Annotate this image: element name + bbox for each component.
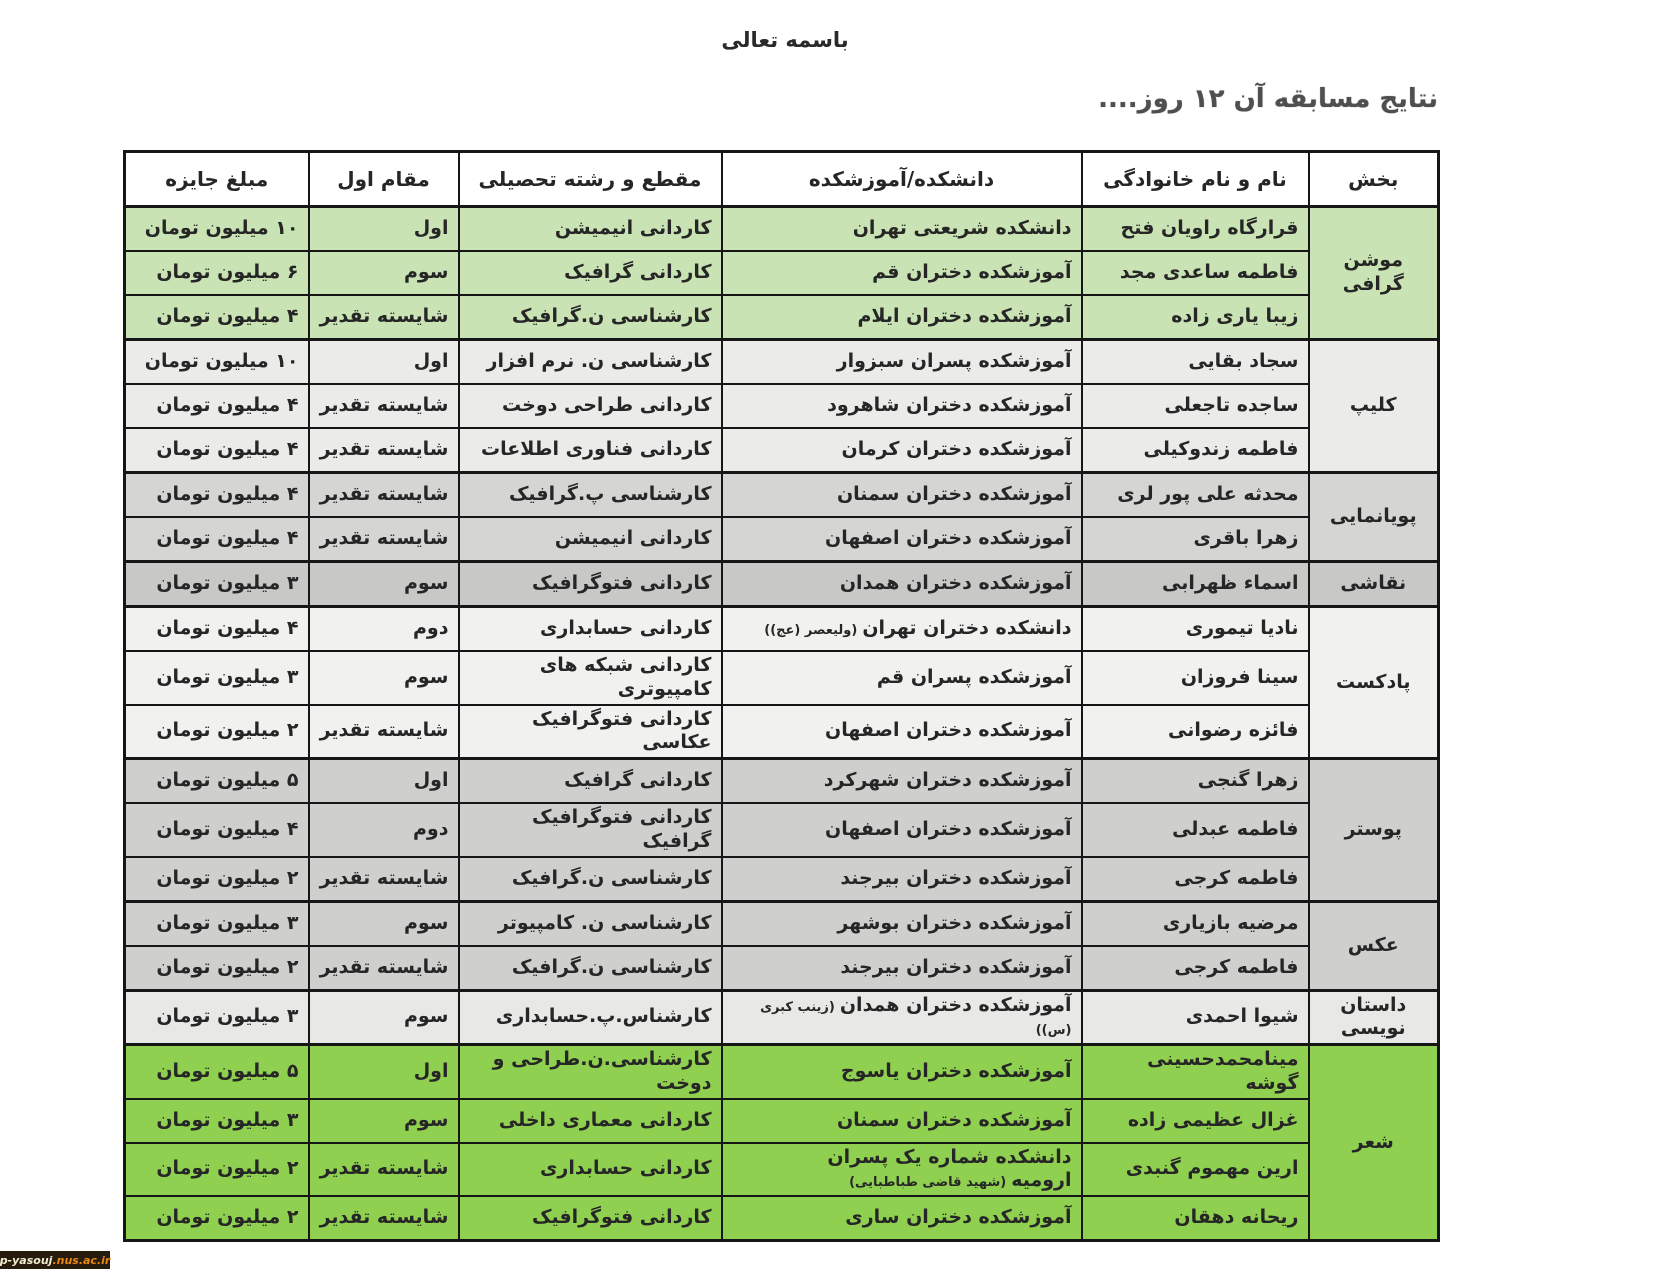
name-cell [1082, 1045, 1309, 1099]
name-cell-text: محدثه علی پور لری [1117, 483, 1299, 506]
prize-cell-text: ۴ میلیون تومان [156, 817, 299, 840]
results-table [123, 150, 1440, 1242]
faculty-cell [722, 207, 1082, 252]
degree-cell [459, 759, 722, 804]
name-cell-text: قرارگاه راویان فتح [1120, 217, 1299, 240]
name-cell-text: فاطمه ساعدی مجد [1119, 261, 1299, 284]
faculty-cell [722, 562, 1082, 607]
rank-cell-text: سوم [403, 1005, 449, 1028]
degree-cell [459, 473, 722, 518]
rank-cell-text: اول [413, 217, 449, 240]
name-cell-text: شیوا احمدی [1185, 1005, 1299, 1028]
degree-cell-text: کاردانی فناوری اطلاعات [480, 438, 712, 461]
rank-cell [309, 946, 459, 991]
rank-cell [309, 857, 459, 902]
faculty-cell-text: آموزشکده دختران بیرجند [840, 955, 1072, 978]
faculty-cell [722, 517, 1082, 562]
degree-cell [459, 857, 722, 902]
rank-cell [309, 651, 459, 705]
table-row [125, 1196, 1439, 1241]
prize-cell-text: ۲ میلیون تومان [156, 719, 299, 742]
faculty-cell-text: آموزشکده دختران ایلام [857, 305, 1072, 328]
degree-cell [459, 651, 722, 705]
prize-cell-text: ۴ میلیون تومان [156, 617, 299, 640]
name-cell [1082, 946, 1309, 991]
section-label: شعر [1309, 1045, 1439, 1241]
degree-cell [459, 607, 722, 652]
watermark-prefix: p-yasouj [0, 1253, 53, 1267]
degree-cell [459, 1045, 722, 1099]
degree-cell-text: کاردانی فتوگرافیک عکاسی [532, 707, 712, 754]
rank-cell [309, 207, 459, 252]
degree-cell-text: کاردانی حسابداری [540, 1157, 712, 1180]
rank-cell [309, 562, 459, 607]
degree-cell [459, 562, 722, 607]
table-row [125, 1045, 1439, 1099]
prize-cell [125, 990, 309, 1045]
bismillah-title: باسمه تعالی [721, 28, 849, 52]
rank-cell [309, 473, 459, 518]
degree-cell-text: کاردانی فتوگرافیک گرافیک [532, 806, 712, 852]
name-cell [1082, 901, 1309, 946]
faculty-cell-text: آموزشکده پسران قم [876, 665, 1072, 688]
table-row [125, 517, 1439, 562]
prize-cell [125, 517, 309, 562]
table-row [125, 803, 1439, 857]
faculty-cell-text: آموزشکده دختران یاسوج [840, 1059, 1072, 1082]
rank-cell [309, 1143, 459, 1197]
rank-cell-text: دوم [413, 817, 449, 840]
faculty-cell-text: دانشکده دختران تهران [862, 617, 1072, 640]
name-cell-text: ریحانه دهقان [1174, 1206, 1299, 1229]
name-cell-text: زهرا گنجی [1197, 769, 1299, 792]
prize-cell [125, 295, 309, 340]
table-row [125, 428, 1439, 473]
table-row [125, 251, 1439, 295]
prize-cell [125, 251, 309, 295]
section-label: نقاشی [1309, 562, 1439, 607]
degree-cell-text: کاردانی انیمیشن [554, 527, 712, 550]
table-row [125, 340, 1439, 385]
faculty-cell [722, 946, 1082, 991]
degree-cell [459, 990, 722, 1045]
name-cell-text: اسماء ظهرابی [1161, 572, 1299, 595]
rank-cell-text: شایسته تقدیر [319, 866, 449, 889]
prize-cell [125, 562, 309, 607]
faculty-cell [722, 803, 1082, 857]
table-row [125, 1143, 1439, 1197]
name-cell [1082, 607, 1309, 652]
name-cell [1082, 251, 1309, 295]
prize-cell [125, 1045, 309, 1099]
table-row [125, 607, 1439, 652]
prize-cell-text: ۴ میلیون تومان [156, 438, 299, 461]
faculty-cell [722, 428, 1082, 473]
name-cell [1082, 340, 1309, 385]
header-rank: مقام اول [309, 152, 459, 207]
faculty-cell-text: آموزشکده دختران سمنان [836, 1108, 1072, 1131]
prize-cell [125, 207, 309, 252]
table-row [125, 384, 1439, 428]
rank-cell [309, 1196, 459, 1241]
name-cell [1082, 990, 1309, 1045]
prize-cell-text: ۳ میلیون تومان [156, 911, 299, 934]
prize-cell-text: ۴ میلیون تومان [156, 394, 299, 417]
degree-cell-text: کارشناسی.ن.طراحی و دوخت [492, 1048, 712, 1094]
prize-cell [125, 428, 309, 473]
prize-cell [125, 759, 309, 804]
faculty-cell [722, 251, 1082, 295]
name-cell-text: ارین مهموم گنبدی [1125, 1157, 1299, 1180]
table-row [125, 295, 1439, 340]
rank-cell-text: شایسته تقدیر [319, 1157, 449, 1180]
section-label: کلیپ [1309, 340, 1439, 473]
faculty-cell [722, 1196, 1082, 1241]
rank-cell [309, 428, 459, 473]
page-title: نتایج مسابقه آن ۱۲ روز.... [1098, 84, 1438, 114]
section-label: عکس [1309, 901, 1439, 990]
rank-cell-text: اول [413, 1059, 449, 1082]
degree-cell [459, 295, 722, 340]
prize-cell-text: ۱۰ میلیون تومان [144, 217, 299, 240]
rank-cell [309, 251, 459, 295]
prize-cell-text: ۴ میلیون تومان [156, 305, 299, 328]
rank-cell-text: شایسته تقدیر [319, 719, 449, 742]
faculty-cell-text: آموزشکده پسران سبزوار [836, 350, 1072, 373]
prize-cell [125, 1143, 309, 1197]
prize-cell [125, 384, 309, 428]
rank-cell-text: سوم [403, 572, 449, 595]
name-cell [1082, 517, 1309, 562]
degree-cell [459, 901, 722, 946]
section-label: داستان نویسی [1309, 990, 1439, 1045]
header-degree: مقطع و رشته تحصیلی [459, 152, 722, 207]
faculty-cell-text: آموزشکده دختران شهرکرد [823, 769, 1072, 792]
faculty-cell [722, 1143, 1082, 1197]
rank-cell-text: شایسته تقدیر [319, 438, 449, 461]
faculty-cell [722, 473, 1082, 518]
faculty-cell [722, 990, 1082, 1045]
prize-cell-text: ۴ میلیون تومان [156, 483, 299, 506]
degree-cell [459, 1143, 722, 1197]
name-cell-text: فاطمه کرجی [1174, 866, 1299, 889]
faculty-cell-text: آموزشکده دختران قم [872, 261, 1072, 284]
rank-cell-text: سوم [403, 911, 449, 934]
faculty-cell-text: آموزشکده دختران سمنان [836, 483, 1072, 506]
name-cell-text: فاطمه کرجی [1174, 955, 1299, 978]
faculty-cell [722, 705, 1082, 759]
faculty-cell [722, 1045, 1082, 1099]
table-row [125, 1099, 1439, 1143]
rank-cell [309, 517, 459, 562]
rank-cell-text: دوم [413, 617, 449, 640]
section-label: پویانمایی [1309, 473, 1439, 562]
name-cell-text: مرضیه بازیاری [1162, 911, 1299, 934]
faculty-cell-text: آموزشکده دختران اصفهان [825, 719, 1072, 742]
rank-cell-text: شایسته تقدیر [319, 394, 449, 417]
name-cell [1082, 473, 1309, 518]
degree-cell-text: کارشناسی ن. کامپیوتر [497, 911, 712, 934]
rank-cell [309, 1045, 459, 1099]
prize-cell-text: ۲ میلیون تومان [156, 955, 299, 978]
section-label: پوستر [1309, 759, 1439, 902]
rank-cell-text: سوم [403, 261, 449, 284]
degree-cell [459, 428, 722, 473]
prize-cell-text: ۲ میلیون تومان [156, 1206, 299, 1229]
prize-cell-text: ۲ میلیون تومان [156, 1157, 299, 1180]
name-cell-text: زیبا یاری زاده [1171, 305, 1299, 328]
faculty-cell [722, 759, 1082, 804]
prize-cell-text: ۲ میلیون تومان [156, 866, 299, 889]
header-name: نام و نام خانوادگی [1082, 152, 1309, 207]
degree-cell-text: کاردانی معماری داخلی [498, 1108, 712, 1131]
degree-cell-text: کاردانی فتوگرافیک [532, 572, 712, 595]
rank-cell-text: سوم [403, 1108, 449, 1131]
prize-cell [125, 803, 309, 857]
rank-cell [309, 340, 459, 385]
faculty-cell [722, 901, 1082, 946]
degree-cell [459, 705, 722, 759]
watermark-suffix: .nus.ac.ir [52, 1253, 111, 1267]
degree-cell [459, 384, 722, 428]
degree-cell [459, 207, 722, 252]
degree-cell-text: کاردانی شبکه های کامپیوتری [539, 654, 712, 700]
name-cell [1082, 651, 1309, 705]
table-row [125, 562, 1439, 607]
rank-cell-text: اول [413, 350, 449, 373]
prize-cell [125, 1099, 309, 1143]
name-cell-text: سجاد بقایی [1188, 350, 1299, 373]
rank-cell-text: شایسته تقدیر [319, 1206, 449, 1229]
header-faculty: دانشکده/آموزشکده [722, 152, 1082, 207]
faculty-cell-text: آموزشکده دختران بیرجند [840, 866, 1072, 889]
section-label: موشن گرافی [1309, 207, 1439, 340]
degree-cell [459, 517, 722, 562]
name-cell-text: فائزه رضوانی [1168, 719, 1299, 742]
name-cell [1082, 207, 1309, 252]
rank-cell [309, 759, 459, 804]
table-row [125, 946, 1439, 991]
table-row [125, 857, 1439, 902]
faculty-cell-text: آموزشکده دختران کرمان [841, 438, 1072, 461]
rank-cell [309, 803, 459, 857]
name-cell [1082, 428, 1309, 473]
degree-cell-text: کارشناسی ن.گرافیک [511, 866, 712, 889]
name-cell [1082, 705, 1309, 759]
faculty-cell-text: آموزشکده دختران اصفهان [825, 527, 1072, 550]
rank-cell [309, 384, 459, 428]
degree-cell-text: کارشناسی پ.گرافیک [508, 483, 712, 506]
prize-cell [125, 651, 309, 705]
table-row [125, 473, 1439, 518]
prize-cell-text: ۵ میلیون تومان [156, 769, 299, 792]
watermark [0, 1251, 110, 1269]
rank-cell [309, 990, 459, 1045]
faculty-note: ‏(زینب کبری (س)) [760, 999, 1072, 1039]
degree-cell-text: کارشناسی ن. نرم افزار [486, 350, 712, 373]
faculty-cell [722, 1099, 1082, 1143]
prize-cell [125, 607, 309, 652]
degree-cell [459, 803, 722, 857]
name-cell [1082, 1143, 1309, 1197]
degree-cell [459, 1099, 722, 1143]
header-row [125, 152, 1439, 207]
name-cell-text: زهرا باقری [1193, 527, 1299, 550]
faculty-cell [722, 295, 1082, 340]
faculty-cell [722, 384, 1082, 428]
rank-cell-text: سوم [403, 665, 449, 688]
rank-cell [309, 901, 459, 946]
faculty-cell [722, 651, 1082, 705]
faculty-cell-text: آموزشکده دختران بوشهر [837, 911, 1072, 934]
name-cell-text: فاطمه زندوکیلی [1143, 438, 1299, 461]
faculty-cell-text: دانشکده شماره یک پسران ارومیه [827, 1145, 1072, 1192]
faculty-note: ‏(ولیعصر (عج)) [764, 623, 858, 639]
prize-cell-text: ۳ میلیون تومان [156, 665, 299, 688]
rank-cell [309, 295, 459, 340]
table-row [125, 990, 1439, 1045]
faculty-cell-text: آموزشکده دختران اصفهان [825, 817, 1072, 840]
degree-cell [459, 340, 722, 385]
table-row [125, 901, 1439, 946]
faculty-cell-text: آموزشکده دختران شاهرود [827, 394, 1072, 417]
prize-cell [125, 473, 309, 518]
faculty-note: ‏(شهید قاضی طباطبایی) [849, 1175, 1007, 1191]
faculty-cell-text: آموزشکده دختران ساری [845, 1206, 1072, 1229]
degree-cell-text: کاردانی فتوگرافیک [532, 1206, 712, 1229]
name-cell-text: ساجده تاجعلی [1164, 394, 1299, 417]
table-row [125, 759, 1439, 804]
prize-cell-text: ۳ میلیون تومان [156, 572, 299, 595]
prize-cell [125, 340, 309, 385]
faculty-cell [722, 857, 1082, 902]
header-prize: مبلغ جایزه [125, 152, 309, 207]
prize-cell-text: ۳ میلیون تومان [156, 1108, 299, 1131]
name-cell-text: غزال عظیمی زاده [1127, 1108, 1299, 1131]
faculty-cell-text: دانشکده شریعتی تهران [852, 217, 1072, 240]
name-cell-text: نادیا تیموری [1185, 617, 1299, 640]
degree-cell-text: کاردانی گرافیک [564, 261, 712, 284]
prize-cell [125, 946, 309, 991]
degree-cell-text: کاردانی انیمیشن [554, 217, 712, 240]
name-cell [1082, 1099, 1309, 1143]
name-cell [1082, 857, 1309, 902]
prize-cell [125, 705, 309, 759]
degree-cell [459, 946, 722, 991]
faculty-cell-text: آموزشکده دختران همدان [839, 572, 1072, 595]
header-section: بخش [1309, 152, 1439, 207]
degree-cell [459, 1196, 722, 1241]
faculty-cell [722, 340, 1082, 385]
name-cell-text: مینامحمدحسینی گوشه [1147, 1048, 1299, 1094]
name-cell [1082, 759, 1309, 804]
prize-cell [125, 857, 309, 902]
name-cell [1082, 1196, 1309, 1241]
rank-cell [309, 607, 459, 652]
degree-cell-text: کاردانی گرافیک [564, 769, 712, 792]
rank-cell-text: شایسته تقدیر [319, 955, 449, 978]
prize-cell-text: ۶ میلیون تومان [156, 261, 299, 284]
prize-cell [125, 1196, 309, 1241]
rank-cell [309, 1099, 459, 1143]
prize-cell-text: ۱۰ میلیون تومان [144, 350, 299, 373]
degree-cell-text: کارشناسی ن.گرافیک [511, 955, 712, 978]
degree-cell-text: کارشناس.پ.حسابداری [495, 1005, 712, 1028]
name-cell-text: فاطمه عبدلی [1172, 817, 1299, 840]
degree-cell [459, 251, 722, 295]
table-row [125, 705, 1439, 759]
prize-cell-text: ۴ میلیون تومان [156, 527, 299, 550]
section-label: پادکست [1309, 607, 1439, 759]
degree-cell-text: کاردانی حسابداری [540, 617, 712, 640]
prize-cell-text: ۵ میلیون تومان [156, 1059, 299, 1082]
name-cell [1082, 295, 1309, 340]
name-cell-text: سینا فروزان [1180, 665, 1299, 688]
table-row [125, 651, 1439, 705]
name-cell [1082, 562, 1309, 607]
results-table-body [125, 207, 1439, 1241]
name-cell [1082, 384, 1309, 428]
prize-cell-text: ۳ میلیون تومان [156, 1005, 299, 1028]
prize-cell [125, 901, 309, 946]
degree-cell-text: کارشناسی ن.گرافیک [511, 305, 712, 328]
rank-cell-text: اول [413, 769, 449, 792]
rank-cell-text: شایسته تقدیر [319, 483, 449, 506]
faculty-cell [722, 607, 1082, 652]
faculty-cell-text: آموزشکده دختران همدان [839, 993, 1072, 1016]
rank-cell [309, 705, 459, 759]
rank-cell-text: شایسته تقدیر [319, 305, 449, 328]
table-row [125, 207, 1439, 252]
rank-cell-text: شایسته تقدیر [319, 527, 449, 550]
degree-cell-text: کاردانی طراحی دوخت [502, 394, 712, 417]
name-cell [1082, 803, 1309, 857]
